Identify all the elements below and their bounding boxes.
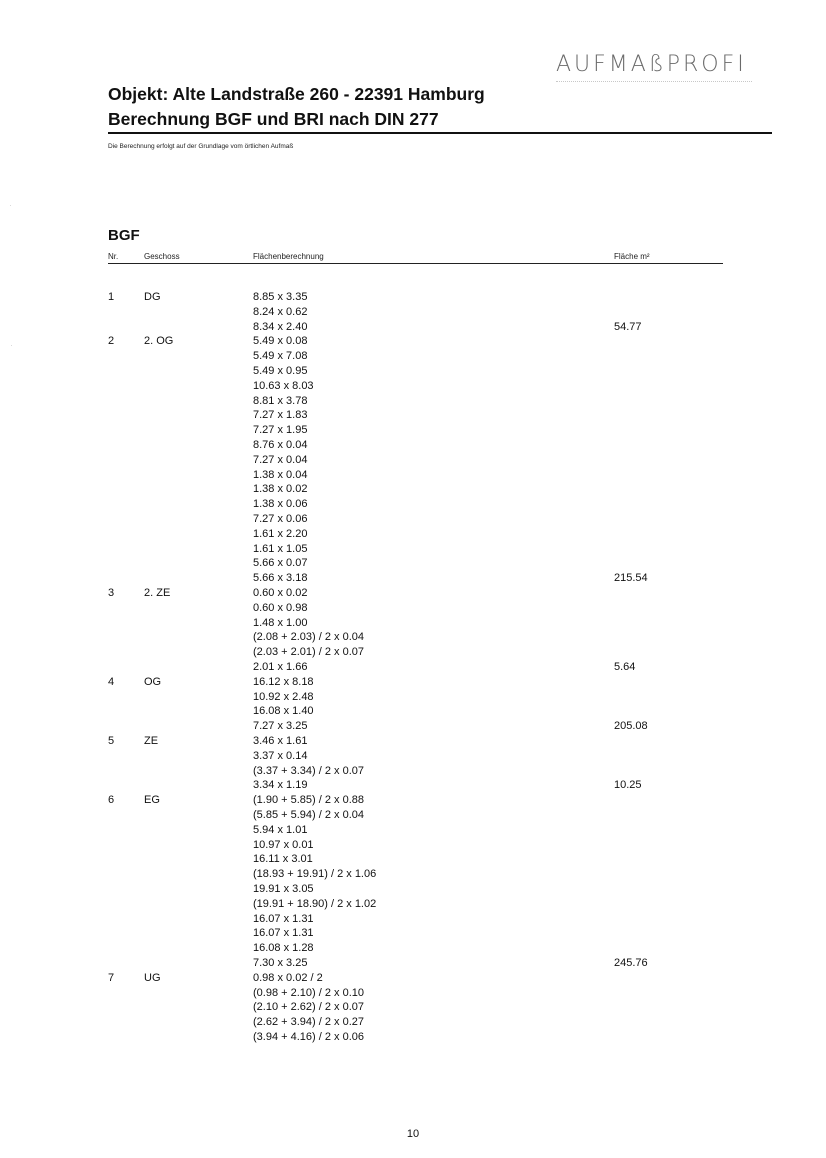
row-area: 10.25 — [614, 779, 642, 792]
column-header-nr: Nr. — [108, 252, 119, 261]
calculation-note: Die Berechnung erfolgt auf der Grundlage vom örtlichen Aufmaß — [108, 143, 294, 150]
table-row — [0, 453, 826, 468]
document-subtitle: Berechnung BGF und BRI nach DIN 277 — [108, 109, 439, 129]
row-formula: (5.85 + 5.94) / 2 x 0.04 — [253, 809, 364, 821]
row-formula: (2.08 + 2.03) / 2 x 0.04 — [253, 631, 364, 644]
table-row — [0, 1015, 826, 1030]
table-row — [0, 1030, 826, 1045]
row-formula: 19.91 x 3.05 — [253, 883, 314, 895]
logo-dotted-line — [556, 81, 752, 82]
row-formula: 7.27 x 0.04 — [253, 453, 308, 466]
row-formula: 0.98 x 0.02 / 2 — [253, 971, 323, 984]
row-formula: 7.30 x 3.25 — [253, 957, 308, 969]
section-title: BGF — [108, 227, 140, 244]
table-row — [0, 660, 826, 675]
row-formula: 0.60 x 0.98 — [253, 601, 308, 614]
row-formula: 5.66 x 0.07 — [253, 557, 308, 570]
table-row — [0, 734, 826, 749]
column-header-berechnung: Flächenberechnung — [253, 252, 324, 261]
row-geschoss: ZE — [144, 735, 159, 747]
row-formula: 10.92 x 2.48 — [253, 690, 314, 703]
table-row — [0, 719, 826, 734]
table-row — [0, 704, 826, 719]
row-formula: (19.91 + 18.90) / 2 x 1.02 — [253, 897, 377, 910]
row-formula: (1.90 + 5.85) / 2 x 0.88 — [253, 794, 364, 807]
table-row — [0, 571, 826, 586]
table-row — [0, 749, 826, 764]
table-row — [0, 364, 826, 379]
row-area: 245.76 — [614, 957, 648, 969]
row-area: 5.64 — [614, 661, 636, 673]
row-formula: (18.93 + 19.91) / 2 x 1.06 — [253, 868, 377, 881]
row-number: 6 — [108, 794, 115, 807]
row-formula: (2.10 + 2.62) / 2 x 0.07 — [253, 1001, 364, 1014]
table-row — [0, 586, 826, 601]
row-area: 54.77 — [614, 320, 642, 333]
row-geschoss: DG — [144, 291, 161, 303]
row-formula: 16.08 x 1.28 — [253, 942, 314, 955]
row-formula: 1.38 x 0.04 — [253, 468, 308, 481]
table-row — [0, 542, 826, 557]
row-formula: 8.34 x 2.40 — [253, 320, 308, 333]
table-row — [0, 556, 826, 571]
row-formula: 1.61 x 2.20 — [253, 527, 308, 540]
table-row — [0, 408, 826, 423]
row-formula: 5.49 x 0.95 — [253, 365, 308, 377]
table-row — [0, 320, 826, 335]
row-formula: 3.46 x 1.61 — [253, 735, 308, 747]
row-formula: 16.07 x 1.31 — [253, 912, 314, 925]
row-formula: 8.24 x 0.62 — [253, 305, 308, 318]
table-row — [0, 630, 826, 645]
row-formula: 7.27 x 3.25 — [253, 720, 308, 733]
table-row — [0, 379, 826, 394]
table-row — [0, 823, 826, 838]
row-formula: (3.94 + 4.16) / 2 x 0.06 — [253, 1031, 364, 1043]
table-row — [0, 838, 826, 853]
row-formula: 5.94 x 1.01 — [253, 823, 308, 836]
row-area: 215.54 — [614, 572, 648, 585]
table-row — [0, 423, 826, 438]
table-row — [0, 438, 826, 453]
row-number: 4 — [108, 675, 115, 688]
table-row — [0, 616, 826, 631]
table-row — [0, 808, 826, 823]
row-formula: 7.27 x 0.06 — [253, 513, 308, 525]
scan-speck — [10, 205, 11, 206]
table-row — [0, 793, 826, 808]
row-number: 5 — [108, 735, 115, 747]
row-formula: (0.98 + 2.10) / 2 x 0.10 — [253, 986, 364, 999]
table-row — [0, 527, 826, 542]
row-formula: (2.03 + 2.01) / 2 x 0.07 — [253, 646, 364, 659]
row-geschoss: OG — [144, 675, 162, 688]
row-formula: 3.37 x 0.14 — [253, 749, 308, 762]
table-row — [0, 882, 826, 897]
row-formula: 1.61 x 1.05 — [253, 542, 308, 555]
table-row — [0, 941, 826, 956]
row-formula: 10.63 x 8.03 — [253, 379, 314, 392]
table-row — [0, 290, 826, 305]
row-formula: 16.07 x 1.31 — [253, 927, 314, 940]
row-geschoss: EG — [144, 794, 160, 807]
table-row — [0, 645, 826, 660]
table-row — [0, 852, 826, 867]
table-header-divider — [108, 263, 723, 264]
table-row — [0, 912, 826, 927]
row-formula: 16.12 x 8.18 — [253, 675, 314, 688]
row-formula: 0.60 x 0.02 — [253, 587, 308, 599]
row-formula: 16.08 x 1.40 — [253, 705, 314, 718]
row-formula: 8.81 x 3.78 — [253, 394, 308, 407]
table-row — [0, 926, 826, 941]
table-row — [0, 482, 826, 497]
table-row — [0, 394, 826, 409]
page-number: 10 — [406, 1128, 420, 1140]
row-formula: 8.85 x 3.35 — [253, 291, 308, 303]
row-number: 3 — [108, 587, 115, 599]
table-row — [0, 334, 826, 349]
row-formula: 5.49 x 7.08 — [253, 350, 308, 363]
row-geschoss: 2. ZE — [144, 587, 171, 599]
table-row — [0, 305, 826, 320]
row-formula: 8.76 x 0.04 — [253, 439, 308, 451]
row-formula: 3.34 x 1.19 — [253, 779, 308, 792]
row-formula: 7.27 x 1.83 — [253, 409, 308, 422]
table-row — [0, 986, 826, 1001]
row-formula: 1.38 x 0.02 — [253, 483, 308, 496]
row-formula: 1.48 x 1.00 — [253, 616, 308, 629]
row-formula: (3.37 + 3.34) / 2 x 0.07 — [253, 764, 364, 777]
row-formula: 5.49 x 0.08 — [253, 335, 308, 348]
row-formula: 1.38 x 0.06 — [253, 498, 308, 511]
row-number: 1 — [108, 291, 115, 303]
column-header-flaeche: Fläche m² — [614, 252, 650, 261]
row-formula: (2.62 + 3.94) / 2 x 0.27 — [253, 1016, 364, 1029]
table-row — [0, 1000, 826, 1015]
row-formula: 10.97 x 0.01 — [253, 838, 314, 851]
row-formula: 2.01 x 1.66 — [253, 661, 308, 673]
table-row — [0, 867, 826, 882]
table-row — [0, 971, 826, 986]
row-number: 7 — [108, 971, 115, 984]
logo-text: AUFMAßPROFI — [556, 52, 747, 77]
row-formula: 5.66 x 3.18 — [253, 572, 308, 585]
table-row — [0, 497, 826, 512]
company-logo — [552, 40, 756, 90]
row-geschoss: 2. OG — [144, 335, 174, 348]
row-geschoss: UG — [144, 971, 161, 984]
table-row — [0, 468, 826, 483]
row-number: 2 — [108, 335, 115, 348]
table-row — [0, 778, 826, 793]
table-row — [0, 675, 826, 690]
table-row — [0, 512, 826, 527]
table-row — [0, 690, 826, 705]
row-area: 205.08 — [614, 720, 648, 733]
column-header-geschoss: Geschoss — [144, 252, 180, 261]
row-formula: 16.11 x 3.01 — [253, 853, 313, 866]
scan-speck — [11, 345, 12, 346]
row-formula: 7.27 x 1.95 — [253, 424, 308, 437]
table-row — [0, 349, 826, 364]
header-divider — [108, 132, 772, 134]
document-title: Objekt: Alte Landstraße 260 - 22391 Hamburg — [108, 84, 485, 104]
table-row — [0, 764, 826, 779]
table-row — [0, 956, 826, 971]
table-row — [0, 897, 826, 912]
table-row — [0, 601, 826, 616]
